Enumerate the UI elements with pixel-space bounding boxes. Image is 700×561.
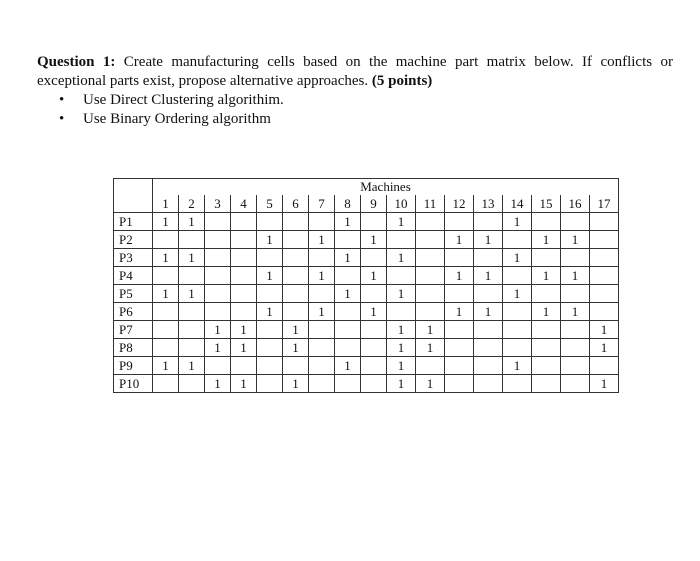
matrix-cell: [335, 375, 361, 393]
matrix-cell: 1: [153, 213, 179, 231]
matrix-cell: 1: [503, 213, 532, 231]
matrix-cell: 1: [503, 357, 532, 375]
matrix-cell: [257, 339, 283, 357]
matrix-cell: [283, 303, 309, 321]
matrix-cell: [503, 303, 532, 321]
matrix-cell: [231, 285, 257, 303]
matrix-cell: [309, 285, 335, 303]
matrix-cell: 1: [532, 231, 561, 249]
matrix-cell: [387, 303, 416, 321]
matrix-cell: [257, 249, 283, 267]
matrix-cell: 1: [335, 249, 361, 267]
machine-col-header: 2: [179, 195, 205, 213]
matrix-cell: [474, 321, 503, 339]
matrix-cell: [309, 213, 335, 231]
matrix-cell: 1: [387, 321, 416, 339]
matrix-cell: [532, 213, 561, 231]
matrix-cell: 1: [532, 303, 561, 321]
matrix-cell: 1: [309, 231, 335, 249]
matrix-cell: [416, 213, 445, 231]
matrix-header-row: [114, 179, 619, 196]
matrix-cell: 1: [257, 267, 283, 285]
matrix-cell: [179, 267, 205, 285]
part-label: P10: [114, 375, 153, 393]
matrix-cell: [335, 267, 361, 285]
matrix-cell: [283, 357, 309, 375]
matrix-cell: [532, 249, 561, 267]
matrix-cell: [561, 285, 590, 303]
matrix-cell: [445, 213, 474, 231]
matrix-cell: [205, 267, 231, 285]
matrix-cell: [257, 285, 283, 303]
matrix-cell: 1: [205, 321, 231, 339]
machine-col-header: 11: [416, 195, 445, 213]
bullet-item-binary-ordering: [37, 110, 673, 129]
matrix-cell: [590, 267, 619, 285]
table-row: [114, 249, 619, 267]
matrix-cell: 1: [561, 231, 590, 249]
matrix-cell: 1: [474, 267, 503, 285]
question-block: [37, 53, 673, 129]
matrix-cell: 1: [561, 303, 590, 321]
machine-col-header: 1: [153, 195, 179, 213]
matrix-cell: [474, 339, 503, 357]
matrix-cell: [205, 231, 231, 249]
matrix-cell: [231, 357, 257, 375]
matrix-cell: [205, 303, 231, 321]
matrix-cell: 1: [153, 249, 179, 267]
machine-number-row: [114, 195, 619, 213]
matrix-cell: [335, 339, 361, 357]
matrix-cell: 1: [445, 231, 474, 249]
machine-col-header: 7: [309, 195, 335, 213]
matrix-cell: 1: [590, 339, 619, 357]
matrix-cell: 1: [231, 339, 257, 357]
matrix-cell: [179, 303, 205, 321]
machine-col-header: 5: [257, 195, 283, 213]
matrix-cell: 1: [445, 267, 474, 285]
machine-col-header: 6: [283, 195, 309, 213]
matrix-cell: [532, 375, 561, 393]
matrix-cell: [416, 303, 445, 321]
machine-col-header: 16: [561, 195, 590, 213]
matrix-cell: 1: [179, 249, 205, 267]
matrix-cell: 1: [361, 303, 387, 321]
matrix-cell: [561, 321, 590, 339]
matrix-cell: [153, 303, 179, 321]
matrix-cell: [231, 249, 257, 267]
part-label: P1: [114, 213, 153, 231]
matrix-cell: [309, 339, 335, 357]
matrix-cell: [231, 303, 257, 321]
table-row: [114, 231, 619, 249]
matrix-cell: [309, 249, 335, 267]
matrix-cell: 1: [283, 321, 309, 339]
matrix-cell: [205, 213, 231, 231]
matrix-cell: [335, 321, 361, 339]
matrix-cell: 1: [309, 303, 335, 321]
matrix-cell: [474, 375, 503, 393]
matrix-cell: [257, 213, 283, 231]
matrix-cell: [179, 231, 205, 249]
machine-col-header: 14: [503, 195, 532, 213]
matrix-cell: [561, 357, 590, 375]
matrix-cell: [153, 231, 179, 249]
matrix-cell: 1: [231, 321, 257, 339]
bullet-list: [37, 91, 673, 129]
matrix-cell: [387, 267, 416, 285]
table-row: [114, 267, 619, 285]
matrix-cell: [474, 213, 503, 231]
part-label: P2: [114, 231, 153, 249]
matrix-cell: [283, 213, 309, 231]
matrix-cell: [416, 267, 445, 285]
matrix-cell: 1: [205, 339, 231, 357]
machine-col-header: 17: [590, 195, 619, 213]
matrix-cell: [474, 249, 503, 267]
matrix-cell: 1: [445, 303, 474, 321]
matrix-cell: 1: [205, 375, 231, 393]
matrix-cell: [590, 357, 619, 375]
matrix-cell: [361, 375, 387, 393]
matrix-cell: [445, 249, 474, 267]
matrix-cell: [503, 267, 532, 285]
matrix-cell: 1: [474, 303, 503, 321]
matrix-cell: 1: [387, 375, 416, 393]
matrix-cell: [590, 249, 619, 267]
machine-col-header: 9: [361, 195, 387, 213]
bullet-icon: •: [59, 111, 65, 127]
bullet-text: Use Binary Ordering algorithm: [83, 111, 271, 127]
table-row: [114, 357, 619, 375]
part-label: P4: [114, 267, 153, 285]
matrix-cell: 1: [361, 267, 387, 285]
matrix-cell: [153, 321, 179, 339]
matrix-cell: [561, 375, 590, 393]
matrix-cell: [257, 375, 283, 393]
matrix-cell: [445, 357, 474, 375]
question-prompt: [37, 53, 673, 91]
machines-header: Machines: [153, 179, 619, 196]
matrix-cell: 1: [387, 357, 416, 375]
matrix-cell: [532, 285, 561, 303]
matrix-cell: 1: [153, 357, 179, 375]
bullet-item-direct-clustering: [37, 91, 673, 110]
machine-col-header: 3: [205, 195, 231, 213]
matrix-cell: 1: [335, 285, 361, 303]
bullet-text: Use Direct Clustering algorithim.: [83, 92, 284, 108]
matrix-cell: [445, 375, 474, 393]
table-row: [114, 213, 619, 231]
part-label: P7: [114, 321, 153, 339]
matrix-cell: 1: [590, 321, 619, 339]
part-label: P3: [114, 249, 153, 267]
matrix-cell: [445, 285, 474, 303]
matrix-cell: [532, 357, 561, 375]
matrix-cell: 1: [231, 375, 257, 393]
matrix-cell: [361, 213, 387, 231]
matrix-cell: [445, 339, 474, 357]
matrix-cell: [361, 357, 387, 375]
matrix-cell: [257, 321, 283, 339]
matrix-cell: [474, 285, 503, 303]
matrix-cell: [503, 231, 532, 249]
matrix-cell: [231, 267, 257, 285]
matrix-cell: [361, 249, 387, 267]
matrix-cell: [361, 321, 387, 339]
matrix-cell: 1: [387, 213, 416, 231]
matrix-cell: [205, 357, 231, 375]
matrix-cell: [503, 339, 532, 357]
matrix-cell: [503, 321, 532, 339]
matrix-cell: 1: [474, 231, 503, 249]
matrix-cell: [445, 321, 474, 339]
matrix-cell: 1: [416, 321, 445, 339]
matrix-cell: 1: [503, 285, 532, 303]
matrix-cell: [503, 375, 532, 393]
matrix-cell: [231, 231, 257, 249]
matrix-cell: [416, 357, 445, 375]
matrix-cell: [309, 357, 335, 375]
matrix-cell: 1: [179, 357, 205, 375]
machine-col-header: 15: [532, 195, 561, 213]
machine-col-header: 8: [335, 195, 361, 213]
matrix-cell: [179, 339, 205, 357]
matrix-cell: 1: [335, 213, 361, 231]
table-row: [114, 339, 619, 357]
matrix-cell: 1: [309, 267, 335, 285]
matrix-cell: [205, 249, 231, 267]
matrix-cell: 1: [335, 357, 361, 375]
matrix-cell: [179, 321, 205, 339]
matrix-cell: [474, 357, 503, 375]
matrix-cell: 1: [416, 339, 445, 357]
part-label: P5: [114, 285, 153, 303]
matrix-cell: [283, 249, 309, 267]
matrix-cell: 1: [361, 231, 387, 249]
table-row: [114, 303, 619, 321]
matrix-cell: 1: [283, 339, 309, 357]
matrix-cell: [153, 375, 179, 393]
matrix-cell: [532, 321, 561, 339]
matrix-cell: [257, 357, 283, 375]
machine-part-matrix: [113, 178, 619, 393]
matrix-cell: [153, 267, 179, 285]
matrix-cell: 1: [503, 249, 532, 267]
machine-col-header: 10: [387, 195, 416, 213]
matrix-cell: 1: [257, 231, 283, 249]
machine-col-header: 4: [231, 195, 257, 213]
question-text: Create manufacturing cells based on the machine part matrix below. If conflicts or exceptional parts exist, propose alternative approaches.: [37, 54, 673, 89]
matrix-cell: [590, 303, 619, 321]
question-label: Question 1:: [37, 54, 116, 70]
matrix-cell: [590, 213, 619, 231]
matrix-cell: [361, 285, 387, 303]
matrix-cell: [283, 267, 309, 285]
matrix-cell: 1: [387, 285, 416, 303]
question-points: (5 points): [371, 73, 433, 89]
matrix-cell: [361, 339, 387, 357]
matrix-cell: [561, 249, 590, 267]
bullet-icon: •: [59, 92, 65, 108]
matrix-cell: [416, 249, 445, 267]
matrix-cell: 1: [257, 303, 283, 321]
matrix-cell: [231, 213, 257, 231]
table-row: [114, 375, 619, 393]
matrix-cell: [387, 231, 416, 249]
matrix-cell: 1: [416, 375, 445, 393]
matrix-cell: [416, 285, 445, 303]
matrix-cell: [590, 285, 619, 303]
machine-col-header: 13: [474, 195, 503, 213]
part-label: P8: [114, 339, 153, 357]
matrix-cell: [335, 231, 361, 249]
matrix-cell: [205, 285, 231, 303]
part-label: P9: [114, 357, 153, 375]
matrix-cell: 1: [179, 213, 205, 231]
table-row: [114, 285, 619, 303]
matrix-cell: 1: [387, 339, 416, 357]
matrix-cell: [283, 285, 309, 303]
matrix-corner-cell: [114, 179, 153, 213]
machine-col-header: 12: [445, 195, 474, 213]
matrix-cell: 1: [153, 285, 179, 303]
matrix-cell: [309, 321, 335, 339]
matrix-cell: [283, 231, 309, 249]
matrix-cell: [179, 375, 205, 393]
matrix-cell: [532, 339, 561, 357]
part-label: P6: [114, 303, 153, 321]
matrix-cell: 1: [590, 375, 619, 393]
matrix-cell: [561, 213, 590, 231]
matrix-cell: 1: [561, 267, 590, 285]
matrix-cell: 1: [179, 285, 205, 303]
matrix-cell: 1: [387, 249, 416, 267]
matrix-cell: [153, 339, 179, 357]
matrix-cell: [309, 375, 335, 393]
table-row: [114, 321, 619, 339]
matrix-cell: [335, 303, 361, 321]
matrix-cell: 1: [283, 375, 309, 393]
matrix-cell: [590, 231, 619, 249]
matrix-cell: [416, 231, 445, 249]
matrix-cell: 1: [532, 267, 561, 285]
matrix-cell: [561, 339, 590, 357]
